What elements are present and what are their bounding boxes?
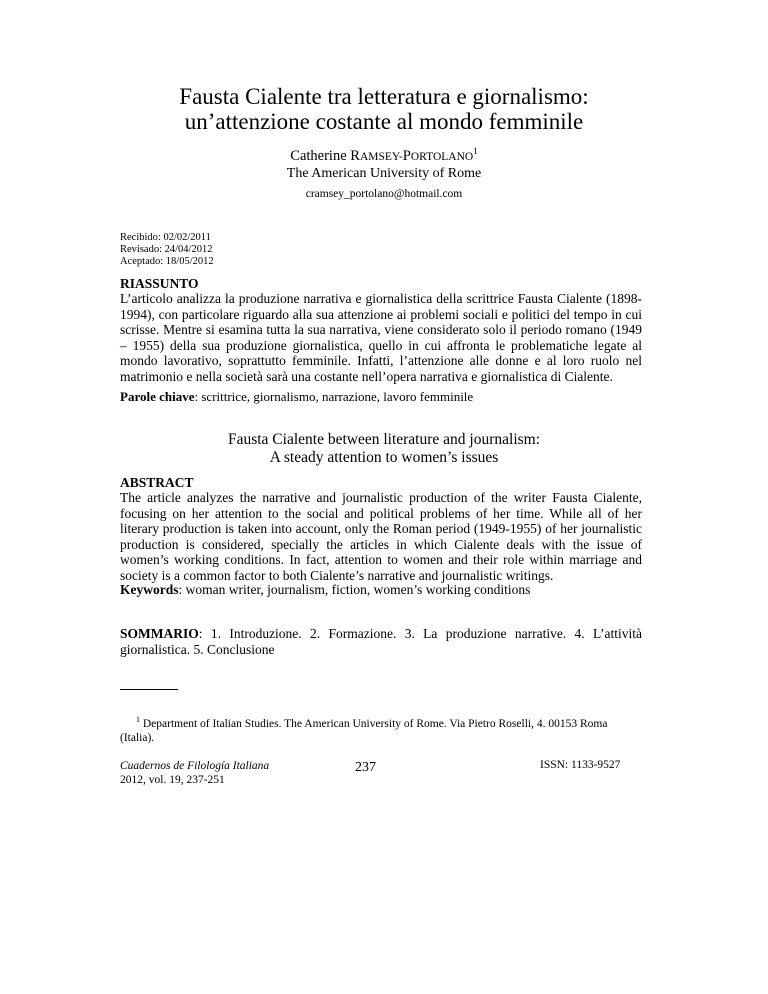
title-line-1: Fausta Cialente tra letteratura e giornalismo:	[179, 84, 589, 109]
footnote-text: Department of Italian Studies. The American University of Rome. Via Pietro Roselli, 4. 00153 Roma (Italia).	[120, 717, 608, 744]
date-received: Recibido: 02/02/2011	[120, 232, 211, 243]
journal-volume: 2012, vol. 19, 237-251	[120, 774, 225, 786]
author-last-part-2: ORTOLANO	[410, 150, 474, 163]
sommario	[120, 626, 642, 658]
english-title	[0, 431, 768, 467]
footnote-mark: 1	[136, 715, 140, 724]
author-footnote-mark: 1	[473, 146, 478, 156]
riassunto-heading: RIASSUNTO	[120, 276, 199, 291]
article-title	[0, 84, 768, 134]
riassunto-section	[120, 276, 642, 384]
abstract-section	[120, 475, 642, 583]
author-name	[0, 146, 768, 165]
abstract-heading: ABSTRACT	[120, 475, 194, 490]
footnote-divider	[120, 689, 178, 690]
parole-chiave	[120, 389, 642, 405]
riassunto-text: L’articolo analizza la produzione narrativa e giornalistica della scrittrice Fausta Cialente (1898-1994), con particolare riguardo alla sua attenzione ai problemi sociali e politici del tempo in cui scrisse. Mentre si esamina tutta la sua narrativa, viene considerato solo il periodo romano (1949 – 1955) della sua produzione giornalistica, quello in cui affronta le problematiche legate al mondo lavorativo, soprattutto femminile. Infatti, l’attenzione alle donne e al loro ruolo nel matrimonio e nella società sarà una costante nell’opera narrativa e giornalistica di Cialente.	[120, 291, 642, 384]
keywords-label: Keywords	[120, 582, 179, 597]
parole-chiave-label: Parole chiave	[120, 389, 195, 404]
date-revised: Revisado: 24/04/2012	[120, 244, 213, 255]
keywords-text: : woman writer, journalism, fiction, women’s working conditions	[178, 582, 531, 597]
footnote	[120, 713, 642, 745]
english-title-line-2: A steady attention to women’s issues	[269, 449, 499, 466]
author-last-initial-p: P	[402, 147, 411, 164]
abstract-text: The article analyzes the narrative and journalistic production of the writer Fausta Cialente, focusing on her attention to the social and political problems of her time. While all of her literary production is taken into account, only the Roman period (1949-1955) of her journalistic production is considered, specially the articles in which Cialente deals with the issue of women’s working conditions. In fact, attention to women and their role within marriage and society is a common factor to both Cialente’s narrative and journalistic writings.	[120, 490, 642, 583]
author-last-part-1: AMSEY-	[359, 150, 403, 163]
author-email[interactable]: cramsey_portolano@hotmail.com	[305, 188, 463, 200]
date-accepted: Aceptado: 18/05/2012	[120, 256, 214, 267]
author-affiliation: The American University of Rome	[286, 166, 482, 181]
page-number: 237	[355, 760, 376, 775]
sommario-text: : 1. Introduzione. 2. Formazione. 3. La produzione narrative. 4. L’attività giornalistica. 5. Conclusione	[120, 626, 642, 657]
journal-info	[120, 759, 269, 787]
submission-dates	[120, 232, 642, 268]
title-line-2: un’attenzione costante al mondo femminile	[184, 109, 584, 134]
journal-title: Cuadernos de Filología Italiana	[120, 760, 270, 772]
issn: ISSN: 1133-9527	[540, 759, 621, 771]
keywords	[120, 582, 642, 598]
author-last-initial-r: R	[350, 147, 360, 164]
author-first-name: Catherine	[290, 147, 351, 164]
parole-chiave-text: : scrittrice, giornalismo, narrazione, lavoro femminile	[194, 389, 474, 404]
english-title-line-1: Fausta Cialente between literature and journalism:	[227, 431, 541, 448]
sommario-label: SOMMARIO	[120, 626, 199, 641]
